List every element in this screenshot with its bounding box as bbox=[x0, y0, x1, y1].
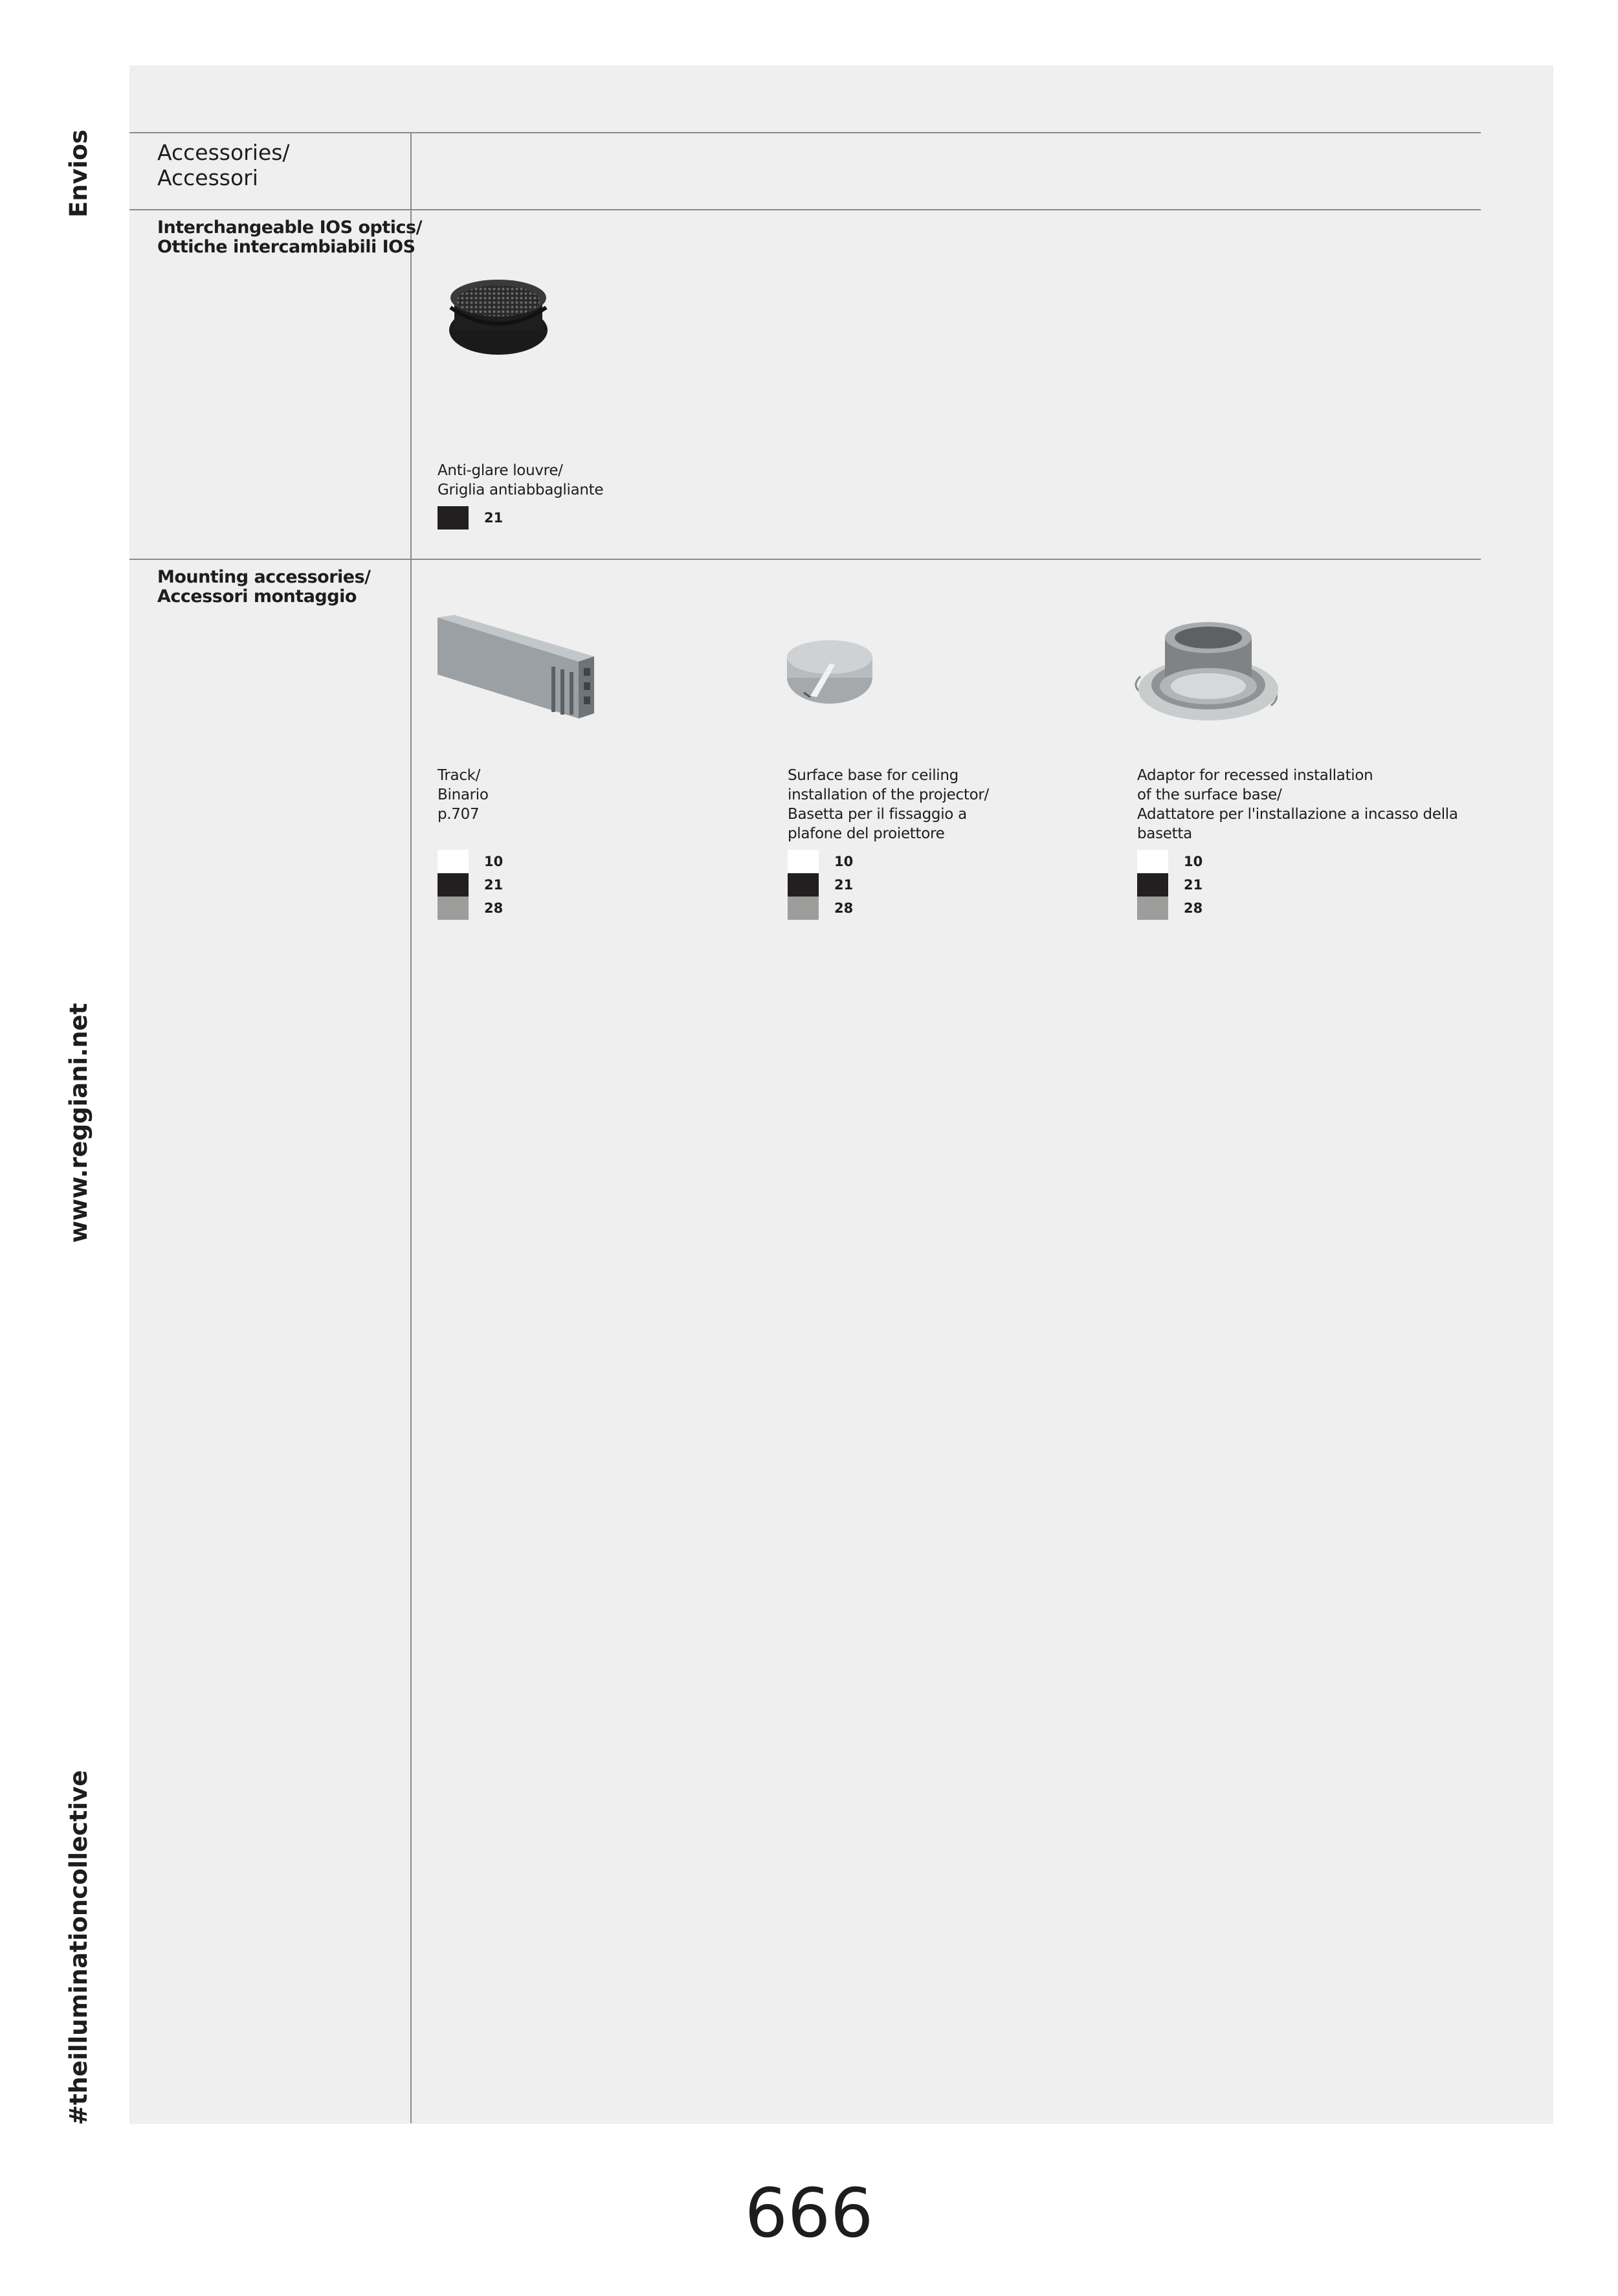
desc-line: installation of the projector/ bbox=[788, 786, 989, 803]
finish-swatch bbox=[438, 873, 503, 897]
finish-code: 28 bbox=[834, 900, 854, 916]
item-anti-glare-louvre bbox=[438, 461, 603, 529]
brand-name: Envios bbox=[65, 129, 93, 217]
section-title bbox=[157, 140, 290, 190]
item-description bbox=[1137, 766, 1458, 843]
desc-line: Anti-glare louvre/ bbox=[438, 462, 563, 479]
section-title-line1: Accessories/ bbox=[157, 140, 290, 165]
item-surface-base bbox=[788, 766, 989, 920]
category-title-line2: Accessori montaggio bbox=[157, 586, 357, 607]
content-panel bbox=[129, 65, 1553, 2124]
finish-code: 21 bbox=[484, 877, 504, 893]
desc-line: Surface base for ceiling bbox=[788, 767, 959, 784]
color-chip bbox=[438, 873, 469, 897]
color-chip bbox=[788, 850, 819, 873]
desc-line: p.707 bbox=[438, 806, 480, 823]
item-description bbox=[438, 766, 503, 824]
color-chip bbox=[788, 897, 819, 920]
finish-code: 10 bbox=[484, 854, 504, 869]
desc-line: of the surface base/ bbox=[1137, 786, 1282, 803]
category-title-line1: Interchangeable IOS optics/ bbox=[157, 217, 422, 238]
finish-swatch bbox=[788, 850, 989, 873]
finish-swatches bbox=[1137, 850, 1458, 920]
section-title-line2: Accessori bbox=[157, 165, 258, 190]
item-track bbox=[438, 766, 503, 920]
color-chip bbox=[1137, 850, 1168, 873]
finish-code: 10 bbox=[834, 854, 854, 869]
color-chip bbox=[1137, 873, 1168, 897]
finish-code: 21 bbox=[484, 510, 504, 526]
color-chip bbox=[438, 850, 469, 873]
table-top-rule bbox=[129, 132, 1481, 133]
category-title-line2: Ottiche intercambiabili IOS bbox=[157, 237, 416, 257]
item-description bbox=[438, 461, 603, 500]
recessed-adaptor-icon bbox=[1134, 615, 1283, 725]
anti-glare-louvre-icon bbox=[447, 269, 550, 359]
color-chip bbox=[1137, 897, 1168, 920]
finish-swatches bbox=[438, 506, 603, 529]
finish-code: 21 bbox=[1184, 877, 1203, 893]
track-icon bbox=[435, 615, 603, 725]
category-mounting-accessories bbox=[157, 568, 371, 607]
finish-code: 28 bbox=[484, 900, 504, 916]
desc-line: Track/ bbox=[438, 767, 481, 784]
finish-code: 10 bbox=[1184, 854, 1203, 869]
hashtag: #theilluminationcollective bbox=[65, 1770, 93, 2125]
category-title-line1: Mounting accessories/ bbox=[157, 567, 371, 587]
finish-swatch bbox=[438, 897, 503, 920]
desc-line: Griglia antiabbagliante bbox=[438, 482, 604, 498]
section-divider bbox=[129, 559, 1481, 560]
desc-line: Basetta per il fissaggio a bbox=[788, 806, 967, 823]
finish-swatch bbox=[1137, 873, 1458, 897]
category-ios-optics bbox=[157, 218, 422, 257]
website-url[interactable]: www.reggiani.net bbox=[65, 1003, 93, 1243]
finish-swatch bbox=[1137, 897, 1458, 920]
desc-line: basetta bbox=[1137, 825, 1192, 842]
finish-swatch bbox=[788, 873, 989, 897]
surface-base-icon bbox=[784, 638, 875, 709]
desc-line: Binario bbox=[438, 786, 489, 803]
desc-line: Adaptor for recessed installation bbox=[1137, 767, 1373, 784]
color-chip bbox=[438, 897, 469, 920]
item-description bbox=[788, 766, 989, 843]
color-chip bbox=[788, 873, 819, 897]
finish-swatches bbox=[438, 850, 503, 920]
finish-code: 28 bbox=[1184, 900, 1203, 916]
page-number: 666 bbox=[744, 2174, 874, 2253]
finish-swatches bbox=[788, 850, 989, 920]
finish-swatch bbox=[438, 506, 603, 529]
desc-line: plafone del proiettore bbox=[788, 825, 945, 842]
finish-swatch bbox=[788, 897, 989, 920]
desc-line: Adattatore per l'installazione a incasso della bbox=[1137, 806, 1458, 823]
item-recessed-adaptor bbox=[1137, 766, 1458, 920]
finish-code: 21 bbox=[834, 877, 854, 893]
column-divider bbox=[410, 132, 412, 2123]
header-rule bbox=[129, 209, 1481, 210]
finish-swatch bbox=[438, 850, 503, 873]
finish-swatch bbox=[1137, 850, 1458, 873]
color-chip bbox=[438, 506, 469, 529]
